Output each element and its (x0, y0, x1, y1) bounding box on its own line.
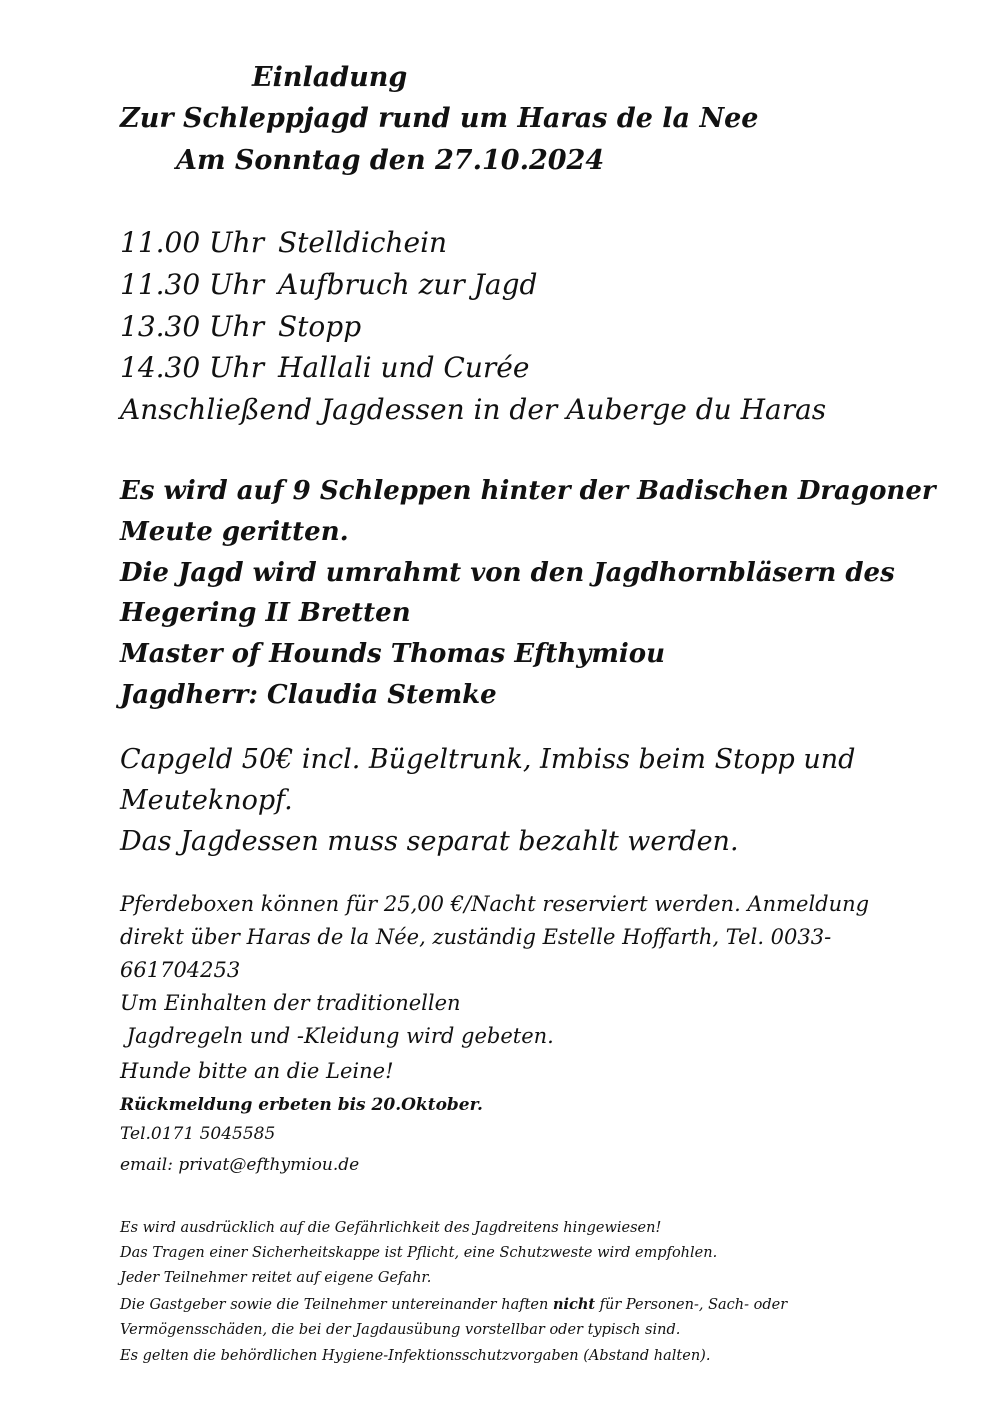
schedule-event: Aufbruch zur Jagd (278, 268, 538, 301)
info-line: 661704253 (120, 958, 241, 982)
schedule-item (120, 226, 447, 259)
disclaimer-line: Das Tragen einer Sicherheitskappe ist Pflicht, eine Schutzweste wird empfohlen. (120, 1245, 718, 1261)
details-line: Master of Hounds Thomas Efthymiou (120, 639, 666, 669)
disclaimer-line (120, 1296, 787, 1313)
disclaimer-text: für Personen-, Sach- oder (595, 1297, 788, 1313)
fee-line: Meuteknopf. (120, 785, 293, 816)
title-date: Am Sonntag den 27.10.2024 (176, 145, 605, 176)
schedule-time: 14.30 Uhr (120, 351, 265, 384)
info-line: Jagdregeln und -Kleidung wird gebeten. (120, 1024, 554, 1048)
info-line: Um Einhalten der traditionellen (120, 991, 461, 1015)
details-line: Meute geritten. (120, 517, 349, 547)
disclaimer-emphasis: nicht (552, 1296, 596, 1313)
contact-phone: Tel.0171 5045585 (120, 1124, 276, 1144)
title-einladung: Einladung (252, 62, 408, 93)
info-line: direkt über Haras de la Née, zuständig Estelle Hoffarth, Tel. 0033- (120, 925, 832, 949)
rsvp-deadline: Rückmeldung erbeten bis 20.Oktober. (120, 1095, 483, 1115)
disclaimer-line: Es wird ausdrücklich auf die Gefährlichkeit des Jagdreitens hingewiesen! (120, 1220, 662, 1236)
schedule-item (120, 351, 529, 384)
info-line: Hunde bitte an die Leine! (120, 1059, 394, 1083)
schedule-after: Anschließend Jagdessen in der Auberge du Haras (120, 393, 827, 426)
schedule-item (120, 268, 537, 301)
fee-line: Capgeld 50€ incl. Bügeltrunk, Imbiss beim Stopp und (120, 744, 856, 775)
schedule-time: 11.30 Uhr (120, 268, 265, 301)
fee-line: Das Jagdessen muss separat bezahlt werden. (120, 826, 739, 857)
disclaimer-line: Vermögensschäden, die bei der Jagdausübung vorstellbar oder typisch sind. (120, 1322, 681, 1338)
schedule-time: 13.30 Uhr (120, 310, 265, 343)
schedule-event: Stopp (278, 310, 362, 343)
details-line: Es wird auf 9 Schleppen hinter der Badischen Dragoner (120, 476, 936, 506)
details-line: Die Jagd wird umrahmt von den Jagdhornbläsern des (120, 558, 895, 588)
schedule-event: Stelldichein (278, 226, 448, 259)
title-event: Zur Schleppjagd rund um Haras de la Nee (120, 103, 759, 134)
disclaimer-line: Jeder Teilnehmer reitet auf eigene Gefahr. (120, 1270, 432, 1286)
disclaimer-text: Die Gastgeber sowie die Teilnehmer untereinander haften (120, 1297, 553, 1313)
info-line: Pferdeboxen können für 25,00 €/Nacht reserviert werden. Anmeldung (120, 892, 870, 916)
disclaimer-line: Es gelten die behördlichen Hygiene-Infektionsschutzvorgaben (Abstand halten). (120, 1348, 711, 1364)
contact-email: email: privat@efthymiou.de (120, 1155, 360, 1175)
schedule-item (120, 310, 361, 343)
schedule-event: Hallali und Curée (278, 351, 530, 384)
details-line: Jagdherr: Claudia Stemke (120, 680, 497, 710)
details-line: Hegering II Bretten (120, 598, 411, 628)
schedule-time: 11.00 Uhr (120, 226, 265, 259)
